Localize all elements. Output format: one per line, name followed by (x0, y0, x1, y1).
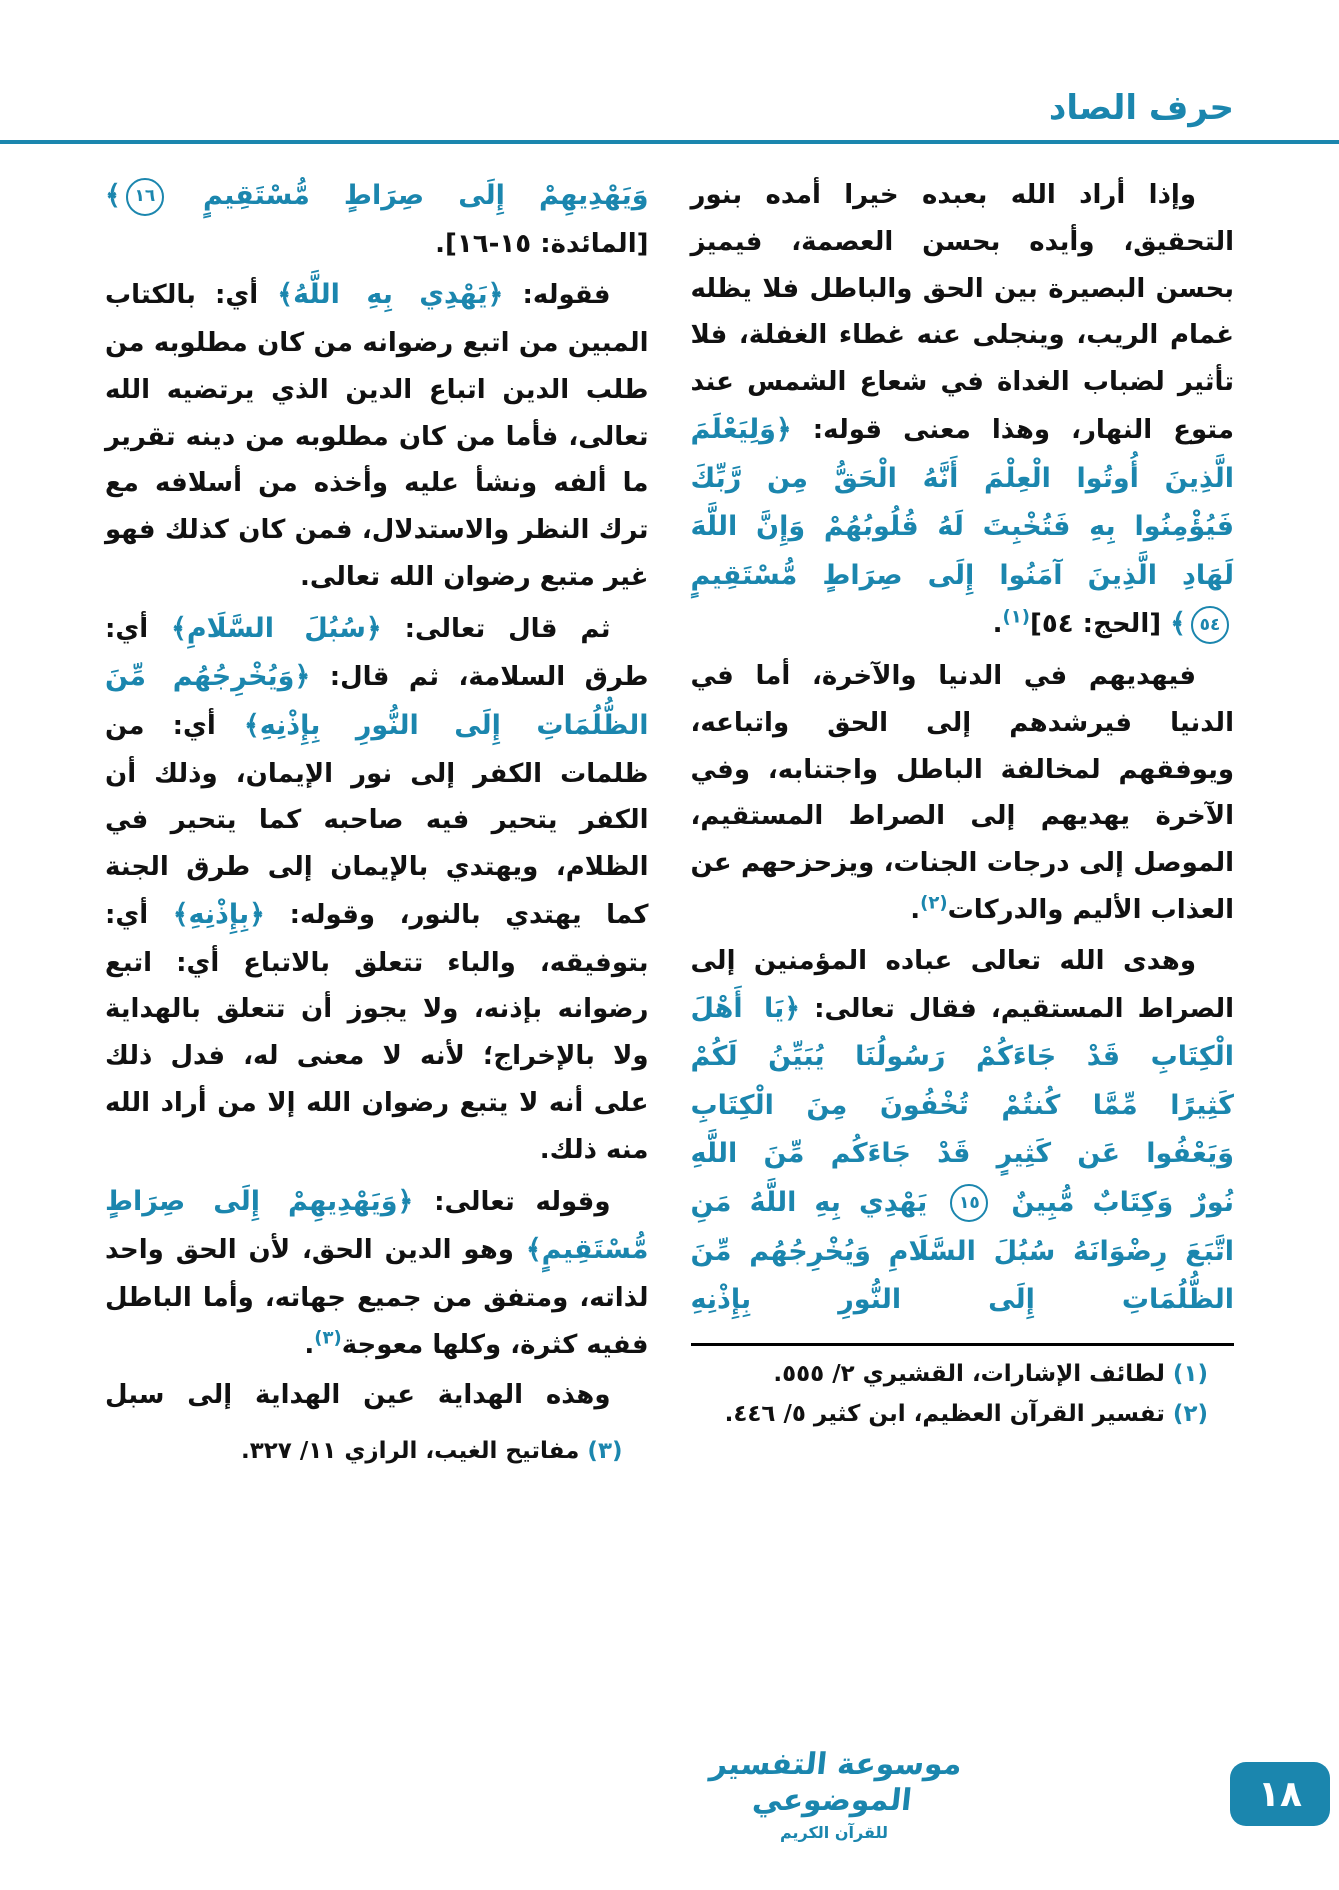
paragraph (105, 1372, 649, 1419)
page-header (0, 88, 1339, 144)
body-text: ثم قال تعالى: (381, 613, 611, 644)
page-content (0, 144, 1339, 1473)
footnote-number: (٢) (1164, 1400, 1208, 1427)
quran-verse: ﴿بِإِذْنِهِ﴾ (172, 898, 266, 930)
footnote-divider (691, 1343, 1235, 1346)
quran-verse: ﴿وَيَهْدِيهِمْ إِلَى صِرَاطٍ مُّسْتَقِيمٍ﴾ (105, 1185, 649, 1266)
body-text: وهذه الهداية عين الهداية إلى سبل (105, 1380, 611, 1411)
paragraph (105, 605, 649, 1174)
quran-verse: ﴾ (1170, 608, 1186, 640)
column-left (105, 172, 649, 1473)
page-number: ١٨ (1258, 1773, 1302, 1815)
quran-verse: ﴿يَا أَهْلَ الْكِتَابِ قَدْ جَاءَكُمْ رَسُولُنَا يُبَيِّنُ لَكُمْ كَثِيرًا مِّمَّا كُنتُمْ تُخْفُونَ مِنَ الْكِتَابِ وَيَعْفُوا عَن كَثِيرٍ قَدْ جَاءَكُم مِّنَ اللَّهِ نُورٌ وَكِتَابٌ مُّبِينٌ (690, 992, 1234, 1218)
body-text: أي: من ظلمات الكفر إلى نور الإيمان، وذلك أن الكفر يتحير فيه صاحبه كما يتحير في الظلام، ويهتدي بالإيمان إلى طرق الجنة كما يهتدي بالنور، وقوله: (105, 710, 649, 930)
footnote-ref: (٢) (920, 892, 948, 914)
paragraph (691, 938, 1235, 1325)
footnote-ref: (١) (1002, 606, 1030, 628)
paragraph (691, 1356, 1235, 1394)
body-text: فقوله: (503, 280, 611, 311)
quran-verse: وَيَهْدِيهِمْ إِلَى صِرَاطٍ مُّسْتَقِيمٍ (168, 180, 649, 211)
footnotes-left (105, 1433, 649, 1471)
column-left-text (105, 172, 649, 1419)
quran-verse: يَهْدِي بِهِ اللَّهُ مَنِ اتَّبَعَ رِضْوَانَهُ سُبُلَ السَّلَامِ وَيُخْرِجُهُم مِّنَ الظُّلُمَاتِ إِلَى النُّورِ بِإِذْنِهِ (690, 1186, 1234, 1316)
body-text: . (910, 894, 921, 925)
page-number-badge (1230, 1762, 1330, 1826)
column-right (691, 172, 1235, 1436)
footnote-number: (١) (1164, 1360, 1208, 1387)
paragraph (691, 653, 1235, 934)
body-text: أي: بتوفيقه، والباء تتعلق بالاتباع أي: اتبع رضوانه بإذنه، ولا يجوز أن تتعلق بالهداية ولا بالإخراج؛ لأنه لا معنى له، فدل ذلك على أنه لا يتبع رضوان الله إلا من أراد الله منه ذلك. (105, 899, 649, 1165)
body-text: . (304, 1329, 315, 1360)
footnote-number: (٣) (579, 1438, 623, 1465)
quran-verse: ﴿سُبُلَ السَّلَامِ﴾ (171, 612, 382, 644)
column-right-text (691, 172, 1235, 1325)
quran-verse: ﴿وَلِيَعْلَمَ الَّذِينَ أُوتُوا الْعِلْمَ أَنَّهُ الْحَقُّ مِن رَّبِّكَ فَيُؤْمِنُوا بِهِ فَتُخْبِتَ لَهُ قُلُوبُهُمْ وَإِنَّ اللَّهَ لَهَادِ الَّذِينَ آمَنُوا إِلَى صِرَاطٍ مُّسْتَقِيمٍ (690, 413, 1234, 591)
ayah-number: ٥٤ (1191, 606, 1229, 644)
body-text: وهو الدين الحق، لأن الحق واحد لذاته، ومتفق من جميع جهاته، وأما الباطل ففيه كثرة، وكلها معوجة (105, 1235, 649, 1360)
paragraph (105, 1433, 649, 1471)
body-text: وإذا أراد الله بعبده خيرا أمده بنور التحقيق، وأيده بحسن العصمة، فيميز بحسن البصيرة بين الحق والباطل فلا يظله غمام الريب، وينجلى عنه غطاء الغفلة، فلا تأثير لضباب الغداة في شعاع الشمس عند متوع النهار، وهذا معنى قوله: (690, 180, 1234, 445)
quran-verse: ﴿وَيُخْرِجُهُم مِّنَ الظُّلُمَاتِ إِلَى النُّورِ بِإِذْنِهِ﴾ (105, 661, 649, 741)
chapter-title: حرف الصاد (1048, 88, 1234, 128)
body-text: لطائف الإشارات، القشيري ٢/ ٥٥٥. (773, 1360, 1165, 1387)
quran-verse: ﴾ (105, 180, 121, 211)
quran-verse: ﴿يَهْدِي بِهِ اللَّهُ﴾ (277, 279, 504, 311)
ayah-number: ١٥ (950, 1184, 988, 1222)
publisher-logo (674, 1747, 994, 1842)
ayah-number: ١٦ (126, 178, 164, 216)
paragraph (691, 1396, 1235, 1434)
body-text: . (992, 609, 1003, 640)
body-text: وقوله تعالى: (413, 1186, 611, 1217)
publisher-logo-subtitle: للقرآن الكريم (779, 1823, 889, 1842)
body-text: [الحج: ٥٤] (1029, 609, 1171, 640)
paragraph (105, 1178, 649, 1369)
footnote-ref: (٣) (314, 1326, 342, 1348)
body-text: أي: طرق السلامة، ثم قال: (105, 613, 649, 693)
body-text: فيهديهم في الدنيا والآخرة، أما في الدنيا فيرشدهم إلى الحق واتباعه، ويوفقهم لمخالفة الباطل واجتنابه، وفي الآخرة يهديهم إلى الصراط المستقيم، الموصل إلى درجات الجنات، ويزحزحهم عن العذاب الأليم والدركات (690, 660, 1234, 925)
publisher-logo-title: موسوعة التفسير الموضوعي (708, 1747, 964, 1818)
body-text: تفسير القرآن العظيم، ابن كثير ٥/ ٤٤٦. (724, 1400, 1165, 1427)
body-text: [المائدة: ١٥-١٦]. (435, 228, 649, 259)
footnotes-right (691, 1356, 1235, 1434)
body-text: مفاتيح الغيب، الرازي ١١/ ٣٢٧. (240, 1438, 580, 1465)
body-text: وهدى الله تعالى عباده المؤمنين إلى الصراط المستقيم، فقال تعالى: (690, 945, 1234, 1024)
paragraph (105, 172, 649, 267)
body-text: أي: بالكتاب المبين من اتبع رضوانه من كان مطلوبه من طلب الدين اتباع الدين الذي يرتضيه الله تعالى، فأما من كان مطلوبه من دينه تقرير ما ألفه ونشأ عليه وأخذه من أسلافه مع ترك النظر والاستدلال، فمن كان كذلك فهو غير متبع رضوان الله تعالى. (105, 280, 649, 592)
paragraph (105, 271, 649, 600)
paragraph (691, 172, 1235, 649)
